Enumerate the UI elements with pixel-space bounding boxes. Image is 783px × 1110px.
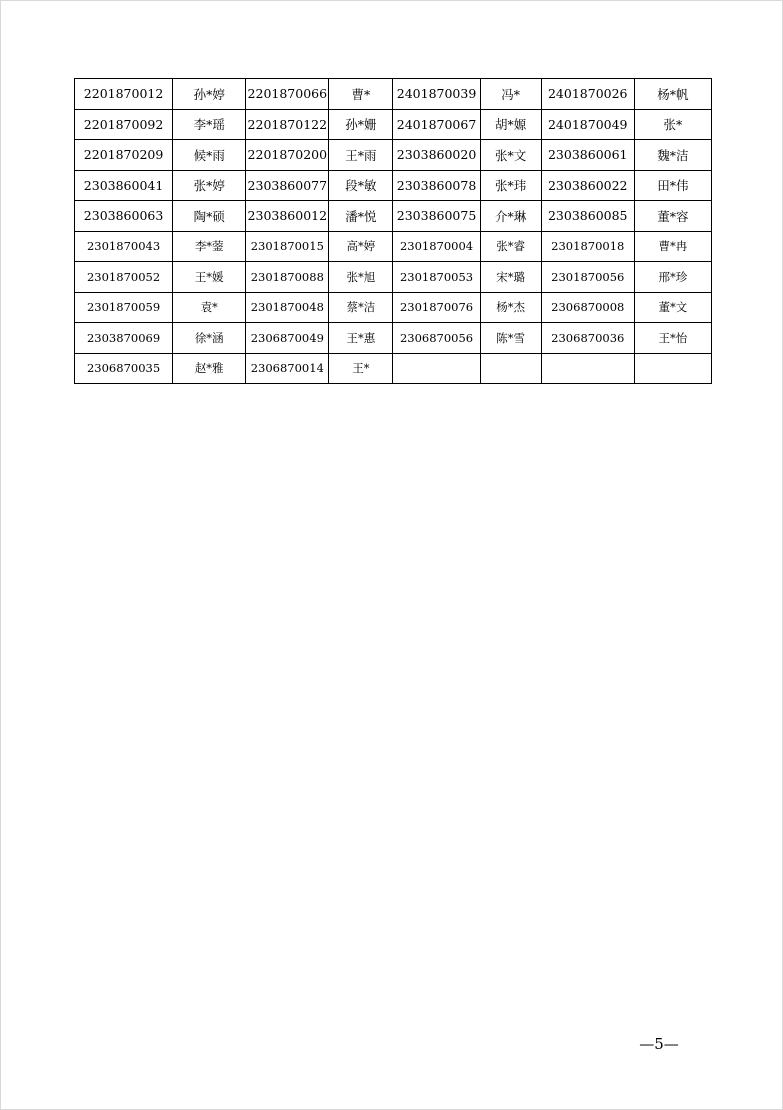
student-id-cell: 2303860061 xyxy=(541,140,634,171)
student-name-cell: 陶*硕 xyxy=(173,201,246,232)
student-name-cell: 王*怡 xyxy=(634,323,711,354)
student-id-cell: 2201870066 xyxy=(246,79,329,110)
table-row xyxy=(75,140,712,171)
empty-cell xyxy=(541,353,634,384)
student-name-cell: 孙*姗 xyxy=(329,109,393,140)
student-name-cell: 陈*雪 xyxy=(480,323,541,354)
student-name-cell: 蔡*洁 xyxy=(329,292,393,323)
student-id-cell: 2303860041 xyxy=(75,170,173,201)
student-id-cell: 2303860063 xyxy=(75,201,173,232)
student-id-cell: 2303860020 xyxy=(393,140,480,171)
student-id-cell: 2301870015 xyxy=(246,231,329,262)
empty-cell xyxy=(634,353,711,384)
student-id-cell: 2301870004 xyxy=(393,231,480,262)
student-name-cell: 杨*杰 xyxy=(480,292,541,323)
student-roster-table xyxy=(74,78,712,384)
student-id-cell: 2303860077 xyxy=(246,170,329,201)
table-row xyxy=(75,353,712,384)
student-id-cell: 2201870092 xyxy=(75,109,173,140)
student-id-cell: 2301870088 xyxy=(246,262,329,293)
student-name-cell: 候*雨 xyxy=(173,140,246,171)
student-name-cell: 介*琳 xyxy=(480,201,541,232)
student-name-cell: 袁* xyxy=(173,292,246,323)
table-row xyxy=(75,323,712,354)
student-name-cell: 董*容 xyxy=(634,201,711,232)
student-name-cell: 张* xyxy=(634,109,711,140)
table-row xyxy=(75,262,712,293)
student-id-cell: 2306870056 xyxy=(393,323,480,354)
student-id-cell: 2301870018 xyxy=(541,231,634,262)
student-id-cell: 2303860022 xyxy=(541,170,634,201)
student-id-cell: 2401870067 xyxy=(393,109,480,140)
student-name-cell: 邢*珍 xyxy=(634,262,711,293)
table-row xyxy=(75,292,712,323)
student-name-cell: 田*伟 xyxy=(634,170,711,201)
student-id-cell: 2301870059 xyxy=(75,292,173,323)
student-name-cell: 王*雨 xyxy=(329,140,393,171)
student-id-cell: 2301870052 xyxy=(75,262,173,293)
student-id-cell: 2303870069 xyxy=(75,323,173,354)
student-name-cell: 高*婷 xyxy=(329,231,393,262)
student-name-cell: 孙*婷 xyxy=(173,79,246,110)
student-id-cell: 2201870200 xyxy=(246,140,329,171)
table-row xyxy=(75,170,712,201)
student-id-cell: 2201870012 xyxy=(75,79,173,110)
student-name-cell: 冯* xyxy=(480,79,541,110)
student-name-cell: 胡*嫄 xyxy=(480,109,541,140)
student-id-cell: 2303860085 xyxy=(541,201,634,232)
student-name-cell: 张*文 xyxy=(480,140,541,171)
student-id-cell: 2306870049 xyxy=(246,323,329,354)
student-name-cell: 徐*涵 xyxy=(173,323,246,354)
student-id-cell: 2303860012 xyxy=(246,201,329,232)
page-number: —5— xyxy=(639,1035,679,1053)
table-row xyxy=(75,79,712,110)
student-id-cell: 2201870209 xyxy=(75,140,173,171)
student-id-cell: 2301870048 xyxy=(246,292,329,323)
student-name-cell: 赵*雅 xyxy=(173,353,246,384)
empty-cell xyxy=(393,353,480,384)
student-id-cell: 2201870122 xyxy=(246,109,329,140)
student-name-cell: 王* xyxy=(329,353,393,384)
empty-cell xyxy=(480,353,541,384)
student-id-cell: 2301870056 xyxy=(541,262,634,293)
student-name-cell: 杨*帆 xyxy=(634,79,711,110)
student-id-cell: 2306870014 xyxy=(246,353,329,384)
student-id-cell: 2303860075 xyxy=(393,201,480,232)
student-name-cell: 魏*洁 xyxy=(634,140,711,171)
student-name-cell: 张*旭 xyxy=(329,262,393,293)
student-id-cell: 2301870076 xyxy=(393,292,480,323)
student-name-cell: 张*睿 xyxy=(480,231,541,262)
student-id-cell: 2306870035 xyxy=(75,353,173,384)
table-row xyxy=(75,231,712,262)
student-id-cell: 2401870039 xyxy=(393,79,480,110)
student-id-cell: 2401870026 xyxy=(541,79,634,110)
table-row xyxy=(75,109,712,140)
student-name-cell: 宋*璐 xyxy=(480,262,541,293)
student-name-cell: 曹* xyxy=(329,79,393,110)
student-name-cell: 李*蓥 xyxy=(173,231,246,262)
student-name-cell: 李*瑶 xyxy=(173,109,246,140)
student-id-cell: 2301870043 xyxy=(75,231,173,262)
student-name-cell: 王*媛 xyxy=(173,262,246,293)
student-name-cell: 张*婷 xyxy=(173,170,246,201)
student-name-cell: 潘*悦 xyxy=(329,201,393,232)
student-id-cell: 2303860078 xyxy=(393,170,480,201)
student-name-cell: 曹*冉 xyxy=(634,231,711,262)
student-name-cell: 王*惠 xyxy=(329,323,393,354)
student-name-cell: 段*敏 xyxy=(329,170,393,201)
student-id-cell: 2306870008 xyxy=(541,292,634,323)
student-id-cell: 2306870036 xyxy=(541,323,634,354)
student-name-cell: 董*文 xyxy=(634,292,711,323)
student-id-cell: 2401870049 xyxy=(541,109,634,140)
table-row xyxy=(75,201,712,232)
student-name-cell: 张*玮 xyxy=(480,170,541,201)
student-id-cell: 2301870053 xyxy=(393,262,480,293)
